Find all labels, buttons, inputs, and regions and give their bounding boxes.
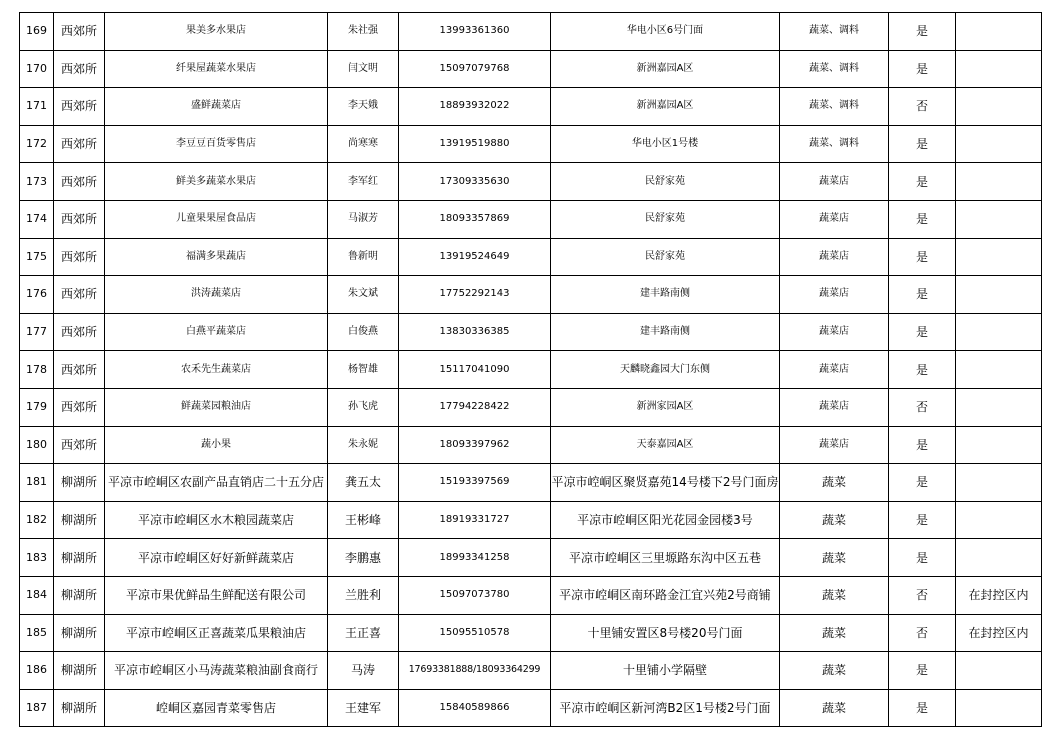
- address-cell: 民舒家苑: [551, 238, 780, 276]
- open-status-cell: 是: [889, 539, 956, 577]
- store-name-cell: 果美多水果店: [105, 13, 328, 51]
- category-cell: 蔬菜店: [780, 238, 889, 276]
- category-cell: 蔬菜: [780, 614, 889, 652]
- table-body: [20, 13, 1042, 727]
- contact-person-cell: 王彬峰: [328, 501, 399, 539]
- row-number-cell: 173: [20, 163, 54, 201]
- store-name-cell: 平凉市崆峒区水木粮园蔬菜店: [105, 501, 328, 539]
- open-status-cell: 否: [889, 614, 956, 652]
- address-cell: 华电小区6号门面: [551, 13, 780, 51]
- table-row: [20, 276, 1042, 314]
- phone-number-cell: 15095510578: [399, 614, 551, 652]
- address-cell: 十里铺小学隔壁: [551, 652, 780, 690]
- phone-number-cell: 17752292143: [399, 276, 551, 314]
- station-cell: 西郊所: [54, 276, 105, 314]
- open-status-cell: 否: [889, 388, 956, 426]
- table-row: [20, 88, 1042, 126]
- table-row: [20, 464, 1042, 502]
- note-cell: [956, 125, 1042, 163]
- note-cell: [956, 200, 1042, 238]
- table-row: [20, 539, 1042, 577]
- category-cell: 蔬菜、调料: [780, 50, 889, 88]
- category-cell: 蔬菜店: [780, 313, 889, 351]
- contact-person-cell: 朱文斌: [328, 276, 399, 314]
- table-row: [20, 238, 1042, 276]
- category-cell: 蔬菜、调料: [780, 125, 889, 163]
- row-number-cell: 177: [20, 313, 54, 351]
- note-cell: [956, 464, 1042, 502]
- address-cell: 平凉市崆峒区聚贤嘉苑14号楼下2号门面房: [551, 464, 780, 502]
- station-cell: 西郊所: [54, 163, 105, 201]
- category-cell: 蔬菜店: [780, 388, 889, 426]
- station-cell: 西郊所: [54, 388, 105, 426]
- address-cell: 天泰嘉园A区: [551, 426, 780, 464]
- table-row: [20, 313, 1042, 351]
- open-status-cell: 否: [889, 576, 956, 614]
- station-cell: 柳湖所: [54, 501, 105, 539]
- table-row: [20, 351, 1042, 389]
- station-cell: 西郊所: [54, 351, 105, 389]
- store-name-cell: 农禾先生蔬菜店: [105, 351, 328, 389]
- table-row: [20, 200, 1042, 238]
- note-cell: [956, 13, 1042, 51]
- address-cell: 民舒家苑: [551, 163, 780, 201]
- contact-person-cell: 朱永妮: [328, 426, 399, 464]
- category-cell: 蔬菜: [780, 576, 889, 614]
- table-row: [20, 13, 1042, 51]
- open-status-cell: 否: [889, 88, 956, 126]
- address-cell: 新洲嘉园A区: [551, 88, 780, 126]
- table-row: [20, 426, 1042, 464]
- station-cell: 西郊所: [54, 125, 105, 163]
- note-cell: [956, 163, 1042, 201]
- row-number-cell: 169: [20, 13, 54, 51]
- note-cell: [956, 238, 1042, 276]
- address-cell: 建丰路南侧: [551, 313, 780, 351]
- station-cell: 柳湖所: [54, 652, 105, 690]
- row-number-cell: 180: [20, 426, 54, 464]
- note-cell: [956, 426, 1042, 464]
- category-cell: 蔬菜店: [780, 426, 889, 464]
- address-cell: 民舒家苑: [551, 200, 780, 238]
- contact-person-cell: 李军红: [328, 163, 399, 201]
- category-cell: 蔬菜、调料: [780, 13, 889, 51]
- address-cell: 天麟晓鑫园大门东侧: [551, 351, 780, 389]
- store-name-cell: 平凉市崆峒区好好新鲜蔬菜店: [105, 539, 328, 577]
- store-name-cell: 平凉市崆峒区小马涛蔬菜粮油副食商行: [105, 652, 328, 690]
- station-cell: 柳湖所: [54, 689, 105, 727]
- phone-number-cell: 18893932022: [399, 88, 551, 126]
- contact-person-cell: 鲁新明: [328, 238, 399, 276]
- contact-person-cell: 李天娥: [328, 88, 399, 126]
- contact-person-cell: 王建军: [328, 689, 399, 727]
- open-status-cell: 是: [889, 50, 956, 88]
- contact-person-cell: 马淑芳: [328, 200, 399, 238]
- table-row: [20, 50, 1042, 88]
- row-number-cell: 182: [20, 501, 54, 539]
- table-row: [20, 163, 1042, 201]
- store-name-cell: 盛鲜蔬菜店: [105, 88, 328, 126]
- note-cell: 在封控区内: [956, 576, 1042, 614]
- open-status-cell: 是: [889, 238, 956, 276]
- phone-number-cell: 13919519880: [399, 125, 551, 163]
- store-name-cell: 平凉市崆峒区农副产品直销店二十五分店: [105, 464, 328, 502]
- phone-number-cell: 18093397962: [399, 426, 551, 464]
- note-cell: [956, 388, 1042, 426]
- address-cell: 新洲家园A区: [551, 388, 780, 426]
- note-cell: [956, 501, 1042, 539]
- contact-person-cell: 马涛: [328, 652, 399, 690]
- address-cell: 新洲嘉园A区: [551, 50, 780, 88]
- phone-number-cell: 15840589866: [399, 689, 551, 727]
- open-status-cell: 是: [889, 163, 956, 201]
- note-cell: [956, 351, 1042, 389]
- category-cell: 蔬菜店: [780, 163, 889, 201]
- row-number-cell: 174: [20, 200, 54, 238]
- open-status-cell: 是: [889, 13, 956, 51]
- address-cell: 平凉市崆峒区三里塬路东沟中区五巷: [551, 539, 780, 577]
- address-cell: 华电小区1号楼: [551, 125, 780, 163]
- category-cell: 蔬菜店: [780, 276, 889, 314]
- store-name-cell: 鲜美多蔬菜水果店: [105, 163, 328, 201]
- contact-person-cell: 尚寒寒: [328, 125, 399, 163]
- contact-person-cell: 王正喜: [328, 614, 399, 652]
- address-cell: 十里铺安置区8号楼20号门面: [551, 614, 780, 652]
- store-name-cell: 白燕平蔬菜店: [105, 313, 328, 351]
- category-cell: 蔬菜: [780, 464, 889, 502]
- store-name-cell: 鲜蔬菜园粮油店: [105, 388, 328, 426]
- note-cell: [956, 539, 1042, 577]
- station-cell: 柳湖所: [54, 464, 105, 502]
- contact-person-cell: 白俊燕: [328, 313, 399, 351]
- row-number-cell: 187: [20, 689, 54, 727]
- table-row: [20, 689, 1042, 727]
- phone-number-cell: 15097073780: [399, 576, 551, 614]
- row-number-cell: 185: [20, 614, 54, 652]
- station-cell: 西郊所: [54, 50, 105, 88]
- store-list-table: [19, 12, 1042, 727]
- open-status-cell: 是: [889, 652, 956, 690]
- category-cell: 蔬菜: [780, 539, 889, 577]
- address-cell: 平凉市崆峒区南环路金江宜兴苑2号商铺: [551, 576, 780, 614]
- category-cell: 蔬菜: [780, 652, 889, 690]
- contact-person-cell: 闫文明: [328, 50, 399, 88]
- row-number-cell: 179: [20, 388, 54, 426]
- phone-number-cell: 13830336385: [399, 313, 551, 351]
- phone-number-cell: 18919331727: [399, 501, 551, 539]
- contact-person-cell: 龚五太: [328, 464, 399, 502]
- station-cell: 西郊所: [54, 88, 105, 126]
- contact-person-cell: 朱社强: [328, 13, 399, 51]
- store-name-cell: 李豆豆百货零售店: [105, 125, 328, 163]
- row-number-cell: 176: [20, 276, 54, 314]
- phone-number-cell: 15193397569: [399, 464, 551, 502]
- open-status-cell: 是: [889, 313, 956, 351]
- phone-number-cell: 18093357869: [399, 200, 551, 238]
- station-cell: 西郊所: [54, 238, 105, 276]
- address-cell: 平凉市崆峒区阳光花园金园楼3号: [551, 501, 780, 539]
- phone-number-cell: 13993361360: [399, 13, 551, 51]
- open-status-cell: 是: [889, 426, 956, 464]
- contact-person-cell: 杨智雄: [328, 351, 399, 389]
- phone-number-cell: 17693381888/18093364299: [399, 652, 551, 690]
- open-status-cell: 是: [889, 501, 956, 539]
- note-cell: [956, 689, 1042, 727]
- row-number-cell: 171: [20, 88, 54, 126]
- row-number-cell: 170: [20, 50, 54, 88]
- category-cell: 蔬菜店: [780, 200, 889, 238]
- contact-person-cell: 兰胜利: [328, 576, 399, 614]
- open-status-cell: 是: [889, 276, 956, 314]
- open-status-cell: 是: [889, 125, 956, 163]
- row-number-cell: 184: [20, 576, 54, 614]
- store-name-cell: 纤果屋蔬菜水果店: [105, 50, 328, 88]
- note-cell: [956, 652, 1042, 690]
- station-cell: 西郊所: [54, 426, 105, 464]
- table-row: [20, 614, 1042, 652]
- open-status-cell: 是: [889, 689, 956, 727]
- store-name-cell: 平凉市崆峒区正喜蔬菜瓜果粮油店: [105, 614, 328, 652]
- contact-person-cell: 孙飞虎: [328, 388, 399, 426]
- row-number-cell: 178: [20, 351, 54, 389]
- row-number-cell: 181: [20, 464, 54, 502]
- open-status-cell: 是: [889, 200, 956, 238]
- category-cell: 蔬菜: [780, 501, 889, 539]
- store-name-cell: 洪涛蔬菜店: [105, 276, 328, 314]
- address-cell: 平凉市崆峒区新河湾B2区1号楼2号门面: [551, 689, 780, 727]
- station-cell: 柳湖所: [54, 576, 105, 614]
- category-cell: 蔬菜: [780, 689, 889, 727]
- contact-person-cell: 李鹏惠: [328, 539, 399, 577]
- phone-number-cell: 15097079768: [399, 50, 551, 88]
- note-cell: [956, 276, 1042, 314]
- row-number-cell: 175: [20, 238, 54, 276]
- category-cell: 蔬菜店: [780, 351, 889, 389]
- open-status-cell: 是: [889, 464, 956, 502]
- category-cell: 蔬菜、调料: [780, 88, 889, 126]
- store-name-cell: 福满多果蔬店: [105, 238, 328, 276]
- store-name-cell: 平凉市果优鲜品生鲜配送有限公司: [105, 576, 328, 614]
- station-cell: 柳湖所: [54, 539, 105, 577]
- table-row: [20, 652, 1042, 690]
- table-row: [20, 388, 1042, 426]
- phone-number-cell: 13919524649: [399, 238, 551, 276]
- station-cell: 西郊所: [54, 313, 105, 351]
- phone-number-cell: 17794228422: [399, 388, 551, 426]
- phone-number-cell: 15117041090: [399, 351, 551, 389]
- table-row: [20, 501, 1042, 539]
- row-number-cell: 186: [20, 652, 54, 690]
- note-cell: [956, 50, 1042, 88]
- phone-number-cell: 17309335630: [399, 163, 551, 201]
- open-status-cell: 是: [889, 351, 956, 389]
- store-name-cell: 蔬小果: [105, 426, 328, 464]
- note-cell: 在封控区内: [956, 614, 1042, 652]
- row-number-cell: 172: [20, 125, 54, 163]
- note-cell: [956, 313, 1042, 351]
- phone-number-cell: 18993341258: [399, 539, 551, 577]
- station-cell: 西郊所: [54, 200, 105, 238]
- table-row: [20, 576, 1042, 614]
- table-row: [20, 125, 1042, 163]
- address-cell: 建丰路南侧: [551, 276, 780, 314]
- station-cell: 西郊所: [54, 13, 105, 51]
- store-name-cell: 崆峒区嘉园青菜零售店: [105, 689, 328, 727]
- station-cell: 柳湖所: [54, 614, 105, 652]
- store-name-cell: 儿童果果屋食品店: [105, 200, 328, 238]
- note-cell: [956, 88, 1042, 126]
- row-number-cell: 183: [20, 539, 54, 577]
